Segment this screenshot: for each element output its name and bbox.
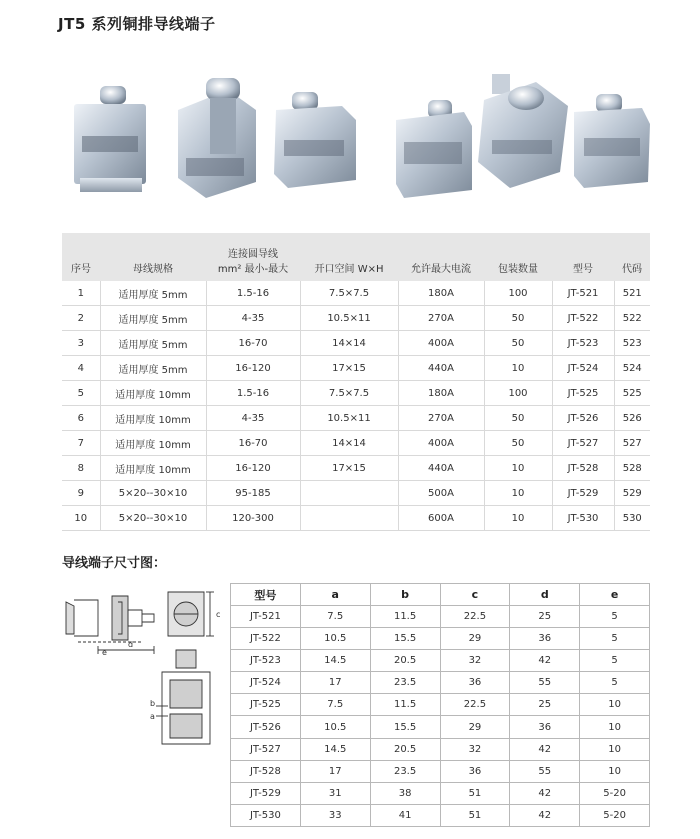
col-header-index: 序号 <box>62 233 100 281</box>
table-row: JT-523 14.5 20.5 32 42 5 <box>231 650 650 672</box>
col-header-pack-qty: 包装数量 <box>484 233 552 281</box>
table-row: 7 适用厚度 10mm 16-70 14×14 400A 50 JT-527 527 <box>62 431 650 456</box>
spec-table-header <box>62 233 650 281</box>
table-row: 1 适用厚度 5mm 1.5-16 7.5×7.5 180A 100 JT-521 521 <box>62 281 650 306</box>
terminal-photo-3 <box>274 92 356 188</box>
table-row: 10 5×20--30×10 120-300 600A 10 JT-530 530 <box>62 506 650 531</box>
spec-table <box>62 233 650 531</box>
table-row: JT-521 7.5 11.5 22.5 25 5 <box>231 606 650 628</box>
terminal-photo-5 <box>478 74 568 188</box>
label-b: b <box>150 699 156 708</box>
table-row: JT-526 10.5 15.5 29 36 10 <box>231 716 650 738</box>
table-row: 3 适用厚度 5mm 16-70 14×14 400A 50 JT-523 523 <box>62 331 650 356</box>
table-row: 6 适用厚度 10mm 4-35 10.5×11 270A 50 JT-526 526 <box>62 406 650 431</box>
table-row: JT-522 10.5 15.5 29 36 5 <box>231 628 650 650</box>
col-header-busbar-spec: 母线规格 <box>100 233 206 281</box>
table-row: 2 适用厚度 5mm 4-35 10.5×11 270A 50 JT-522 522 <box>62 306 650 331</box>
terminal-photo-6 <box>574 94 650 188</box>
dimension-drawing <box>58 580 228 750</box>
terminal-photo-4 <box>396 100 472 198</box>
label-c: c <box>216 610 221 619</box>
table-row: 5 适用厚度 10mm 1.5-16 7.5×7.5 180A 100 JT-525 525 <box>62 381 650 406</box>
col-header-opening: 开口空间 W×H <box>300 233 398 281</box>
col-header-conductor: 连接圆导线 mm² 最小-最大 <box>206 233 300 281</box>
dimension-table <box>230 583 650 827</box>
col-header-max-current: 允许最大电流 <box>398 233 484 281</box>
table-row: JT-528 17 23.5 36 55 10 <box>231 760 650 782</box>
col-header-code: 代码 <box>614 233 650 281</box>
table-row: JT-525 7.5 11.5 22.5 25 10 <box>231 694 650 716</box>
label-a: a <box>150 712 155 721</box>
table-row: 8 适用厚度 10mm 16-120 17×15 440A 10 JT-528 528 <box>62 456 650 481</box>
terminal-photo-2 <box>178 78 256 198</box>
table-row: JT-524 17 23.5 36 55 5 <box>231 672 650 694</box>
terminal-photo-1 <box>74 86 146 192</box>
page-title: JT5 系列铜排导线端子 <box>58 15 216 33</box>
table-row: JT-527 14.5 20.5 32 42 10 <box>231 738 650 760</box>
table-row: 9 5×20--30×10 95-185 500A 10 JT-529 529 <box>62 481 650 506</box>
product-photos <box>60 70 652 210</box>
table-row: 4 适用厚度 5mm 16-120 17×15 440A 10 JT-524 524 <box>62 356 650 381</box>
table-row: JT-529 31 38 51 42 5-20 <box>231 782 650 804</box>
label-d: d <box>128 640 134 649</box>
col-header-model: 型号 <box>552 233 614 281</box>
dimension-table-header: 型号 a b c d e <box>231 584 650 606</box>
label-e: e <box>102 648 107 657</box>
dimension-section-title: 导线端子尺寸图： <box>62 556 167 571</box>
table-row: JT-530 33 41 51 42 5-20 <box>231 804 650 826</box>
